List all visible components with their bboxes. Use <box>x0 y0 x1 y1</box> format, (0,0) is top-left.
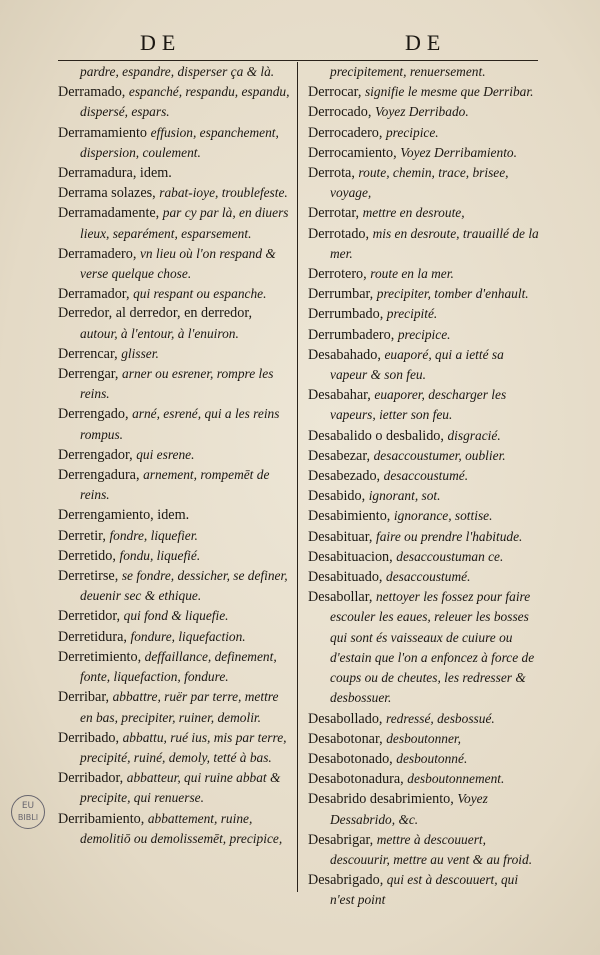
dictionary-entry <box>308 870 544 910</box>
entry-headword: Derrumbadero, <box>308 326 398 343</box>
entry-definition: pardre, espandre, disperser ça & là. <box>80 64 275 79</box>
entry-headword: Desabezado, <box>308 468 384 485</box>
entry-headword: Derribado, <box>58 729 123 746</box>
dictionary-entry <box>58 505 290 525</box>
entry-headword: Derramadero, <box>58 245 140 262</box>
dictionary-entry <box>58 183 290 203</box>
entry-definition: glisser. <box>121 345 159 361</box>
dictionary-entry <box>58 546 290 566</box>
entry-headword: Derrengado, <box>58 406 133 423</box>
entry-definition: fondre, liquefier. <box>109 527 198 543</box>
dictionary-entry <box>58 364 290 404</box>
entry-definition: desboutonné. <box>396 750 468 766</box>
dictionary-entry <box>308 789 544 829</box>
entry-definition: euaporer, descharger les vapeurs, ietter son feu. <box>330 387 507 423</box>
dictionary-entry <box>58 404 290 444</box>
entry-headword: Derredor, al derredor, en derredor, <box>58 305 253 322</box>
dictionary-entry <box>308 587 544 708</box>
entry-headword: Desabido, <box>308 488 369 505</box>
entry-definition: arnement, rompemēt de reins. <box>80 467 270 503</box>
entry-definition: route en la mer. <box>370 266 454 282</box>
entry-definition: qui respant ou espanche. <box>133 286 267 302</box>
dictionary-entry <box>58 809 290 849</box>
entry-headword: Derretido, <box>58 547 120 564</box>
header-rule <box>58 60 538 61</box>
entry-headword: Desabotonar, <box>308 730 387 747</box>
entry-headword: Derramador, <box>58 286 134 303</box>
dictionary-entry <box>308 486 544 506</box>
entry-definition: espanché, respandu, espandu, dispersé, espars. <box>80 84 290 120</box>
entry-definition: desaccoustumé. <box>383 468 469 484</box>
entry-headword: Derribador, <box>58 770 127 787</box>
dictionary-entry <box>58 62 290 82</box>
dictionary-entry <box>308 506 544 526</box>
dictionary-entry <box>308 102 544 122</box>
dictionary-entry <box>308 466 544 486</box>
entry-definition: nettoyer les fossez pour faire escouler les eaues, releuer les bosses qui sont és vaisseaux de cuiure ou d'estain que l'on a enfoncez à force de coups ou de cheutes, les redresser & desbossuer. <box>330 589 535 706</box>
left-column <box>58 62 290 849</box>
dictionary-entry <box>58 627 290 647</box>
column-divider <box>297 62 298 892</box>
entry-definition: arné, esrené, qui a les reins rompus. <box>80 406 280 442</box>
entry-definition: redressé, desbossué. <box>386 710 495 726</box>
running-head-right: DE <box>405 30 447 55</box>
entry-headword: Derramado, <box>58 84 129 101</box>
entry-definition: abbattre, ruër par terre, mettre en bas, precipiter, ruiner, demolir. <box>80 689 279 725</box>
entry-headword: Derramadura, idem. <box>58 165 172 182</box>
entry-headword: Derrengador, <box>58 446 137 463</box>
dictionary-entry <box>308 385 544 425</box>
entry-headword: Desabrido desabrimiento, <box>308 791 458 808</box>
dictionary-entry <box>58 163 290 183</box>
entry-definition: abbattu, rué ius, mis par terre, precipité, ruiné, demoly, tetté à bas. <box>80 729 287 765</box>
entry-headword: Desabezar, <box>308 447 374 464</box>
entry-definition: qui fond & liquefie. <box>123 608 229 624</box>
entry-definition: Voyez Dessabrido, &c. <box>330 791 488 827</box>
entry-definition: abbattement, ruine, demolitiō ou demolissemēt, precipice, <box>80 810 283 846</box>
entry-headword: Derrama solazes, <box>58 185 160 202</box>
entry-headword: Derretirse, <box>58 568 122 585</box>
dictionary-entry <box>308 264 544 284</box>
entry-definition: precipité. <box>386 306 438 322</box>
entry-headword: Desabrigar, <box>308 831 377 848</box>
entry-headword: Desabituacion, <box>308 548 397 565</box>
dictionary-entry <box>308 62 544 82</box>
entry-definition: fondu, liquefié. <box>119 547 201 563</box>
dictionary-entry <box>308 82 544 102</box>
entry-headword: Desabituado, <box>308 569 387 586</box>
entry-headword: Derrengamiento, idem. <box>58 507 190 524</box>
entry-definition: desaccoustumer, oublier. <box>373 447 506 463</box>
dictionary-entry <box>308 567 544 587</box>
entry-definition: desaccoustuman ce. <box>396 548 504 564</box>
dictionary-entry <box>308 224 544 264</box>
dictionary-entry <box>58 445 290 465</box>
entry-definition: precipice. <box>385 124 439 140</box>
dictionary-entry <box>308 284 544 304</box>
entry-definition: abbatteur, qui ruine abbat & precipite, qui renuerse. <box>80 770 281 806</box>
dictionary-entry <box>308 830 544 870</box>
dictionary-entry <box>58 284 290 304</box>
entry-headword: Desabalido o desbalido, <box>308 427 448 444</box>
dictionary-entry <box>308 446 544 466</box>
entry-headword: Desabituar, <box>308 528 376 545</box>
entry-headword: Derramamiento <box>58 124 151 141</box>
entry-definition: se fondre, dessicher, se definer, deuenir sec & ethique. <box>80 568 288 604</box>
entry-headword: Derrocado, <box>308 104 375 121</box>
dictionary-entry <box>308 163 544 203</box>
entry-headword: Desabotonadura, <box>308 771 408 788</box>
entry-definition: deffaillance, definement, fonte, liquefaction, fondure. <box>80 648 277 685</box>
entry-headword: Desabahar, <box>308 387 375 404</box>
entry-definition: ignorance, sottise. <box>393 508 493 524</box>
entry-definition: vn lieu où l'on respand & verse quelque chose. <box>80 245 276 282</box>
dictionary-entry <box>58 344 290 364</box>
entry-definition: precipitement, renuersement. <box>330 64 486 79</box>
entry-headword: Derrumbar, <box>308 286 377 303</box>
dictionary-entry <box>58 566 290 606</box>
entry-definition: mettre à descouuert, descouurir, mettre au vent & au froid. <box>330 831 533 867</box>
dictionary-entry <box>308 709 544 729</box>
entry-headword: Derrengadura, <box>58 467 144 484</box>
entry-definition: qui esrene. <box>136 446 195 462</box>
entry-headword: Derretimiento, <box>58 648 145 665</box>
entry-headword: Derrocamiento, <box>308 144 401 161</box>
entry-headword: Derramadamente, <box>58 205 163 222</box>
dictionary-entry <box>58 768 290 808</box>
entry-definition: arner ou esrener, rompre les reins. <box>80 366 274 402</box>
right-column <box>308 62 544 911</box>
dictionary-entry <box>308 769 544 789</box>
dictionary-entry <box>58 123 290 163</box>
dictionary-entry <box>308 345 544 385</box>
dictionary-entry <box>308 304 544 324</box>
entry-headword: Derrota, <box>308 165 359 182</box>
entry-headword: Desabahado, <box>308 346 385 363</box>
entry-headword: Derretir, <box>58 527 110 544</box>
entry-headword: Derrocar, <box>308 84 365 101</box>
entry-definition: precipiter, tomber d'enhault. <box>376 286 529 302</box>
entry-headword: Derrengar, <box>58 366 123 383</box>
entry-headword: Derribamiento, <box>58 810 148 827</box>
entry-definition: mettre en desroute, <box>362 205 465 221</box>
entry-headword: Derrotado, <box>308 225 373 242</box>
dictionary-entry <box>308 749 544 769</box>
dictionary-entry <box>308 527 544 547</box>
dictionary-entry <box>308 143 544 163</box>
entry-definition: disgracié. <box>447 427 501 443</box>
entry-definition: desaccoustumé. <box>386 569 471 585</box>
entry-definition: faire ou prendre l'habitude. <box>375 528 523 544</box>
stamp-line-1: EU <box>21 801 35 811</box>
entry-headword: Derrumbado, <box>308 306 387 323</box>
entry-headword: Desabotonado, <box>308 750 397 767</box>
entry-definition: Voyez Derribado. <box>374 104 469 120</box>
dictionary-entry <box>58 82 290 122</box>
entry-definition: rabat-ioye, troublefeste. <box>159 185 288 201</box>
entry-definition: par cy par là, en diuers lieux, separément, esparsement. <box>80 205 289 241</box>
dictionary-entry <box>308 123 544 143</box>
entry-definition: route, chemin, trace, brisee, voyage, <box>330 165 509 201</box>
dictionary-entry <box>308 426 544 446</box>
entry-definition: qui est à descouuert, qui n'est point <box>330 872 519 908</box>
entry-headword: Desabollado, <box>308 710 387 727</box>
entry-definition: desboutonner, <box>386 730 461 746</box>
entry-definition: effusion, espanchement, dispersion, coulement. <box>80 124 279 160</box>
dictionary-entry <box>58 465 290 505</box>
entry-headword: Desabimiento, <box>308 508 394 525</box>
entry-definition: fondure, liquefaction. <box>130 628 246 644</box>
entry-headword: Derretidura, <box>58 628 131 645</box>
entry-definition: mis en desroute, trauaillé de la mer. <box>330 225 539 261</box>
running-head-left: DE <box>140 30 182 55</box>
dictionary-entry <box>58 203 290 243</box>
entry-headword: Derrotero, <box>308 266 371 283</box>
dictionary-entry <box>308 203 544 223</box>
entry-headword: Derrocadero, <box>308 124 386 141</box>
dictionary-entry <box>58 728 290 768</box>
dictionary-entry <box>308 729 544 749</box>
entry-definition: desboutonnement. <box>407 771 505 787</box>
entry-definition: ignorant, sot. <box>368 488 441 504</box>
entry-definition: precipice. <box>397 326 451 342</box>
dictionary-entry <box>308 547 544 567</box>
dictionary-entry <box>58 526 290 546</box>
entry-definition: euaporé, qui a ietté sa vapeur & son feu. <box>330 346 504 383</box>
library-stamp <box>11 795 45 829</box>
dictionary-entry <box>58 244 290 284</box>
entry-definition: signifie le mesme que Derribar. <box>364 84 534 100</box>
stamp-line-2: BIBLI <box>17 813 39 822</box>
entry-headword: Desabrigado, <box>308 872 387 889</box>
entry-definition: autour, à l'entour, à l'enuiron. <box>80 325 239 341</box>
dictionary-entry <box>58 687 290 727</box>
dictionary-entry <box>58 647 290 687</box>
entry-definition: Voyez Derribamiento. <box>400 144 517 160</box>
entry-headword: Derribar, <box>58 689 113 706</box>
dictionary-entry <box>308 325 544 345</box>
entry-headword: Derretidor, <box>58 608 124 625</box>
entry-headword: Derrencar, <box>58 345 122 362</box>
entry-headword: Desabollar, <box>308 589 376 606</box>
dictionary-entry <box>58 304 290 343</box>
entry-headword: Derrotar, <box>308 205 363 222</box>
dictionary-entry <box>58 606 290 626</box>
